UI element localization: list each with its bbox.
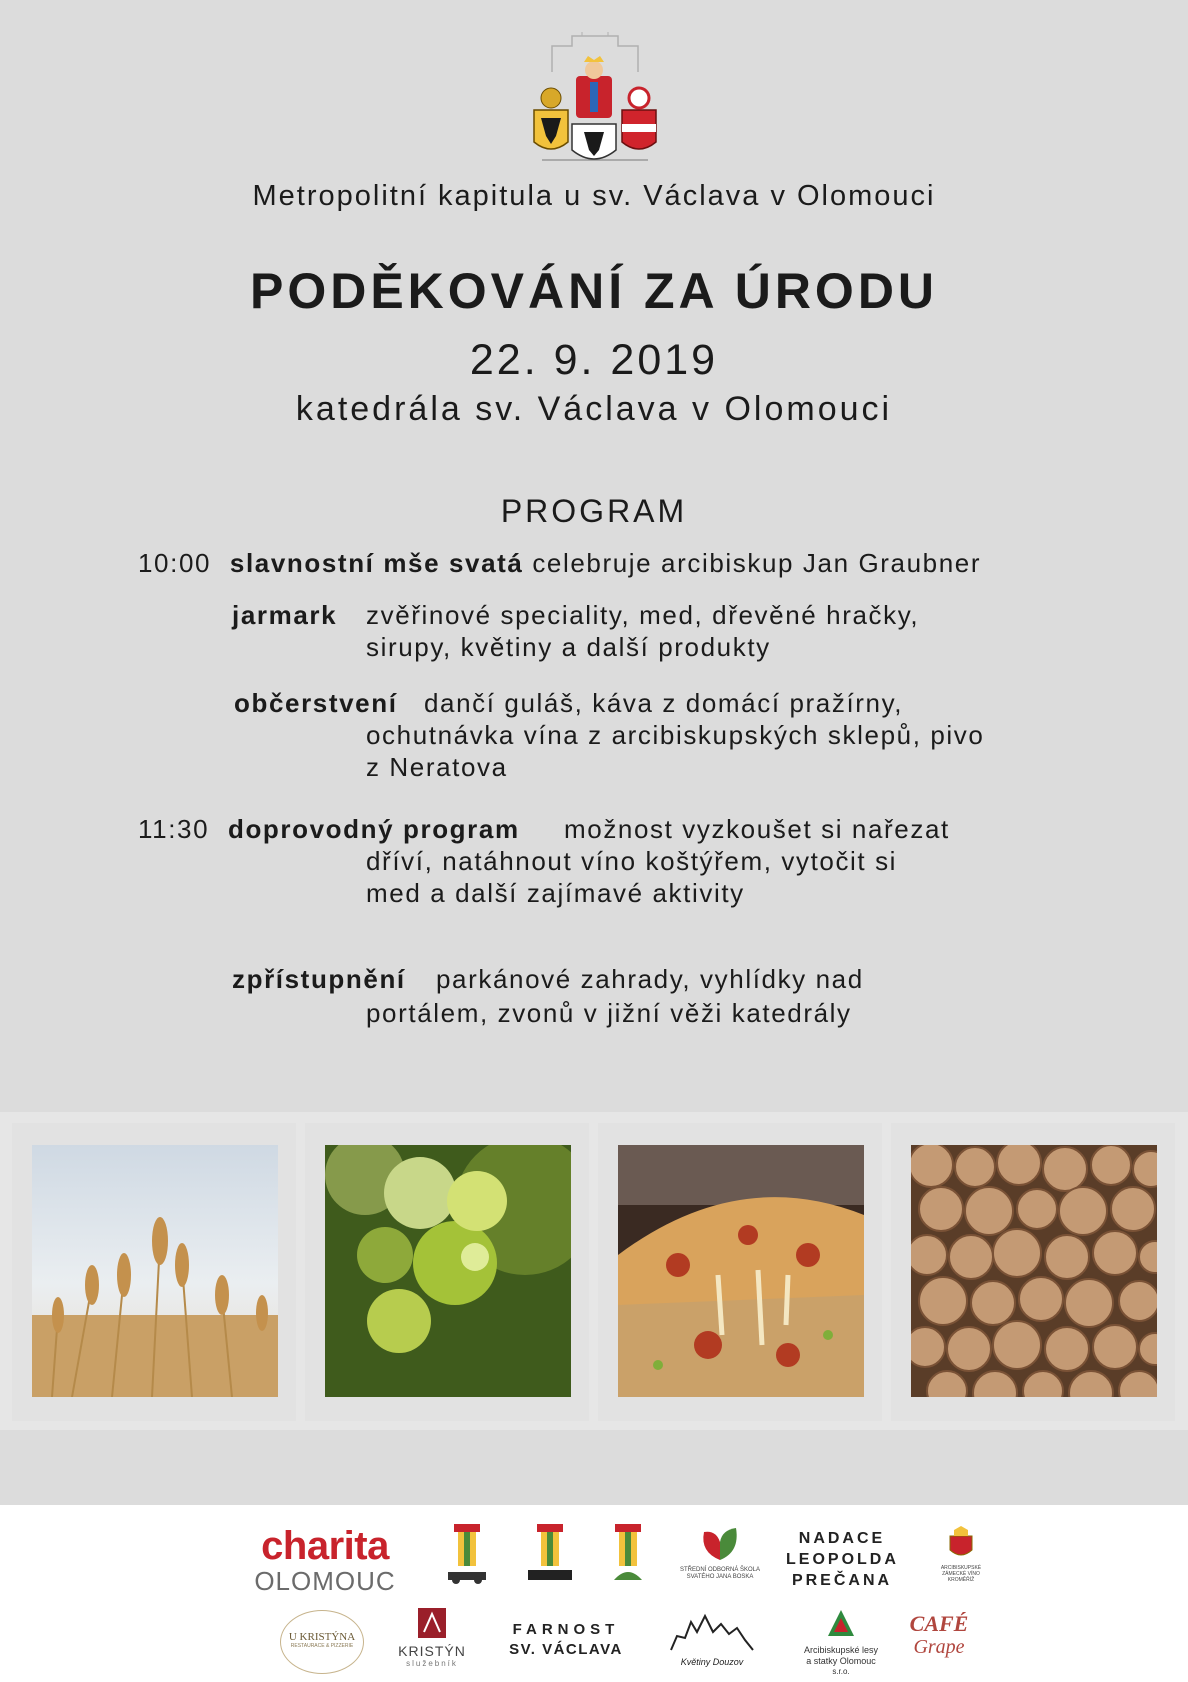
zamecke-line-3: KROMĚŘÍŽ bbox=[947, 1577, 975, 1583]
school-name-2: SVATÉHO JANA BOSKA bbox=[686, 1574, 754, 1580]
kristyn-mark-icon bbox=[418, 1608, 446, 1638]
program-item-name: doprovodný program bbox=[227, 814, 520, 844]
program-item-mass bbox=[138, 548, 981, 579]
charita-logo-text: charita bbox=[261, 1524, 389, 1568]
u-kristyna-subtitle: RESTAURACE & PIZZERIE bbox=[290, 1643, 354, 1649]
program-item-text: dříví, natáhnout víno koštýřem, vytočit si bbox=[366, 846, 898, 876]
zamecke-line-1: ARCIBISKUPSKÉ bbox=[940, 1565, 982, 1571]
cafe-line-1: CAFÉ bbox=[909, 1611, 969, 1636]
kristyn-logo bbox=[394, 1608, 470, 1668]
grapes-photo bbox=[325, 1145, 571, 1397]
zamecke-vino-logo bbox=[928, 1526, 994, 1583]
kristyn-subtitle: služebník bbox=[406, 1659, 458, 1668]
farnost-line-1: FARNOST bbox=[512, 1621, 620, 1638]
arcibiskupske-lesy-logo bbox=[790, 1608, 892, 1677]
program-item-text: dančí guláš, káva z domácí pražírny, bbox=[424, 688, 904, 718]
nadace-line-2: LEOPOLDA bbox=[786, 1551, 899, 1568]
school-leaf-icon bbox=[698, 1522, 742, 1562]
school-name: STŘEDNÍ ODBORNÁ ŠKOLA bbox=[679, 1567, 760, 1573]
lesy-line-2: a statky Olomouc bbox=[806, 1656, 876, 1666]
program-item-text: celebruje arcibiskup Jan Graubner bbox=[532, 548, 982, 578]
farnost-logo bbox=[502, 1620, 630, 1660]
photo-tile bbox=[891, 1123, 1175, 1421]
nadace-logo bbox=[786, 1528, 898, 1591]
nadace-line-3: PREČANA bbox=[791, 1572, 893, 1589]
program-item-name: občerstvení bbox=[234, 688, 398, 718]
program-item-text: parkánové zahrady, vyhlídky nad bbox=[436, 964, 864, 994]
program-item-accompanying bbox=[138, 814, 520, 845]
pizza-photo bbox=[618, 1145, 864, 1397]
kristyn-name: KRISTÝN bbox=[398, 1643, 466, 1659]
charita-logo-subtext: OLOMOUC bbox=[254, 1566, 396, 1596]
program-item-text: med a další zajímavé aktivity bbox=[366, 878, 745, 908]
program-item-name: jarmark bbox=[232, 600, 338, 630]
wheat-photo bbox=[32, 1145, 278, 1397]
program-item-access bbox=[232, 964, 406, 995]
program-item-text: ochutnávka vína z arcibiskupských sklepů, pivo bbox=[366, 720, 985, 750]
chapter-crest-icon bbox=[532, 32, 658, 170]
program-item-name: slavnostní mše svatá bbox=[229, 548, 524, 578]
program-item-text: možnost vyzkoušet si nařezat bbox=[564, 814, 950, 844]
lesy-line-1: Arcibiskupské lesy bbox=[803, 1645, 879, 1655]
firewood-photo bbox=[911, 1145, 1157, 1397]
photo-tile bbox=[12, 1123, 296, 1421]
organization-name: Metropolitní kapitula u sv. Václava v Olomouci bbox=[252, 180, 936, 212]
kvetiny-douzov-logo bbox=[664, 1612, 760, 1667]
event-place: katedrála sv. Václava v Olomouci bbox=[295, 390, 893, 428]
event-title: PODĚKOVÁNÍ ZA ÚRODU bbox=[249, 263, 939, 319]
program-time: 11:30 bbox=[138, 814, 210, 844]
tractor-banner-icon bbox=[444, 1522, 490, 1584]
program-item-text: zvěřinové speciality, med, dřevěné hračky, bbox=[366, 600, 920, 630]
school-logo bbox=[676, 1522, 764, 1581]
archbishop-crest-icon bbox=[946, 1526, 976, 1560]
plant-banner-icon bbox=[606, 1522, 650, 1584]
lesy-line-3: s.r.o. bbox=[832, 1667, 850, 1676]
event-date: 22. 9. 2019 bbox=[469, 336, 719, 384]
farnost-line-2: SV. VÁCLAVA bbox=[509, 1641, 623, 1658]
charita-logo bbox=[252, 1526, 398, 1596]
kvetiny-name: Květiny Douzov bbox=[680, 1657, 744, 1667]
program-item-refreshments bbox=[234, 688, 398, 719]
u-kristyna-logo bbox=[280, 1610, 364, 1674]
photo-tile bbox=[598, 1123, 882, 1421]
cafe-line-2: Grape bbox=[913, 1636, 965, 1658]
program-item-text: sirupy, květiny a další produkty bbox=[366, 632, 771, 662]
photo-tile bbox=[305, 1123, 589, 1421]
castle-outline-icon bbox=[667, 1612, 757, 1652]
program-item-text: z Neratova bbox=[366, 752, 508, 782]
program-item-name: zpřístupnění bbox=[232, 964, 406, 994]
forest-tree-icon bbox=[824, 1608, 858, 1640]
cattle-banner-icon bbox=[524, 1522, 576, 1584]
nadace-line-1: NADACE bbox=[798, 1530, 886, 1547]
cafe-grape-logo bbox=[906, 1612, 972, 1658]
program-heading: PROGRAM bbox=[500, 493, 688, 529]
program-item-text: portálem, zvonů v jižní věži katedrály bbox=[366, 998, 852, 1028]
u-kristyna-name: U KRISTÝNA bbox=[288, 1631, 356, 1643]
zamecke-line-2: ZÁMECKÉ VÍNO bbox=[942, 1571, 980, 1577]
program-item-fair bbox=[232, 600, 337, 631]
program-time: 10:00 bbox=[138, 548, 212, 578]
